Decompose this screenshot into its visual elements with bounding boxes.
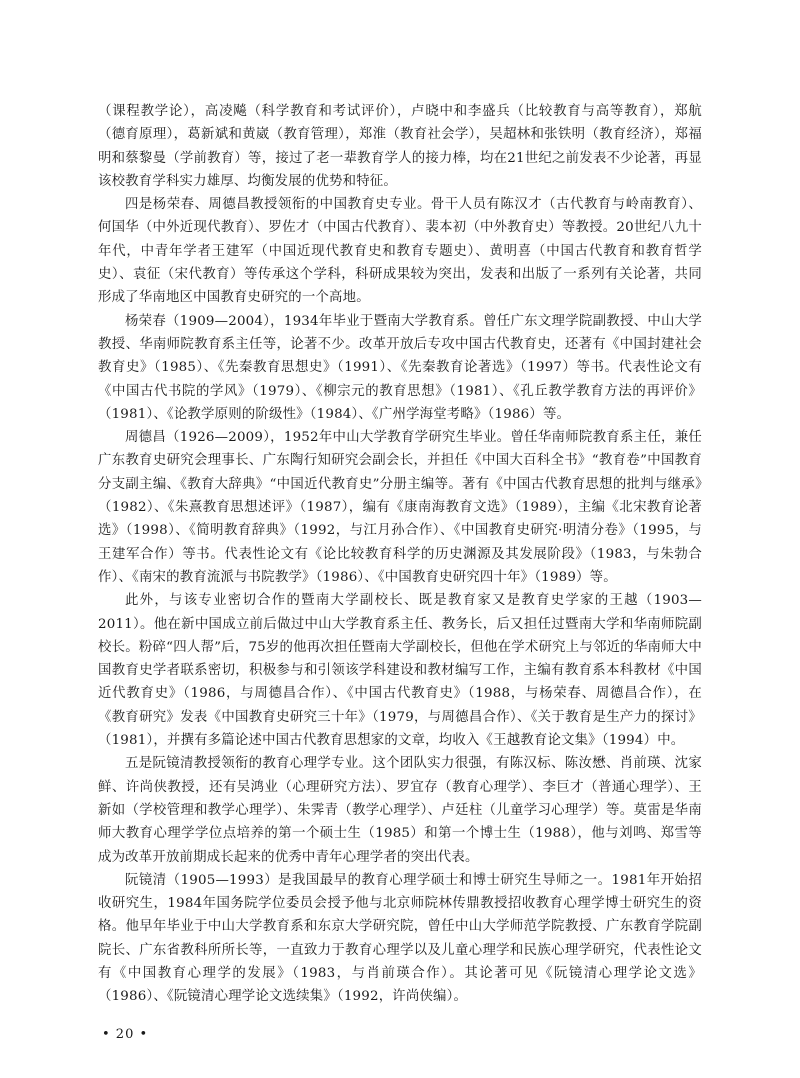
paragraph-yang-rongchun: 杨荣春（1909—2004），1934年毕业于暨南大学教育系。曾任广东文理学院副教授、中山大学教授、华南师院教育系主任等，论著不少。改革开放后专攻中国古代教育史，还著有《中国封建社会教育史》（1985）、《先秦教育思想史》（1991）、《先秦教育论著选》（1997）等书。代表性论文有《中国古代书院的学风》（1979）、《柳宗元的教育思想》（1981）、《孔丘教学教育方法的再评价》（1981）、《论教学原则的阶级性》（1984）、《广州学海堂考略》（1986）等。 [98,313,702,422]
page-number: • 20 • [102,1027,149,1042]
paragraph-ruan-jingqing: 阮镜清（1905—1993）是我国最早的教育心理学硕士和博士研究生导师之一。1981年开始招收研究生，1984年国务院学位委员会授予他与北京师院林传鼎教授招收教育心理学博士研究生的资格。他早年毕业于中山大学教育系和东京大学研究院，曾任中山大学师范学院教授、广东教育学院副院长、广东省教科所所长等，一直致力于教育心理学以及儿童心理学和民族心理学研究，代表性论文有《中国教育心理学的发展》（1983，与肖前瑛合作）。其论著可见《阮镜清心理学论文选》（1986）、《阮镜清心理学论文选续集》（1992，许尚侠编）。 [98,872,702,1005]
paragraph-wang-yue: 此外，与该专业密切合作的暨南大学副校长、既是教育家又是教育史学家的王越（1903—2011）。他在新中国成立前后做过中山大学教育系主任、教务长，后又担任过暨南大学和华南师院副校长。粉碎“四人帮”后，75岁的他再次担任暨南大学副校长，但他在学术研究上与邻近的华南师大中国教育史学者联系密切，积极参与和引领该学科建设和教材编写工作，主编有教育系本科教材《中国近代教育史》（1986，与周德昌合作）、《中国古代教育史》（1988，与杨荣春、周德昌合作），在《教育研究》发表《中国教育史研究三十年》（1979，与周德昌合作）、《关于教育是生产力的探讨》（1981），并撰有多篇论述中国古代教育思想家的文章，均收入《王越教育论文集》（1994）中。 [98,593,702,749]
page-body [98,100,702,1009]
paragraph-educational-psychology-major: 五是阮镜清教授领衔的教育心理学专业。这个团队实力很强，有陈汉标、陈汝懋、肖前瑛、沈家鲜、许尚侠教授，还有吴鸿业（心理研究方法）、罗宜存（教育心理学）、李巨才（普通心理学）、王新如（学校管理和教学心理学）、朱霁青（教学心理学）、卢廷柱（儿童学习心理学）等。莫雷是华南师大教育心理学学位点培养的第一个硕士生（1985）和第一个博士生（1988），他与刘鸣、郑雪等成为改革开放前期成长起来的优秀中青年心理学者的突出代表。 [98,756,702,865]
paragraph-zhou-dechang: 周德昌（1926—2009），1952年中山大学教育学研究生毕业。曾任华南师院教育系主任，兼任广东教育史研究会理事长、广东陶行知研究会副会长，并担任《中国大百科全书》“教育卷”中国教育分支副主编、《教育大辞典》“中国近代教育史”分册主编等。著有《中国古代教育思想的批判与继承》（1982）、《朱熹教育思想述评》（1987），编有《康南海教育文选》（1989），主编《北宋教育论著选》（1998）、《简明教育辞典》（1992，与江月孙合作）、《中国教育史研究·明清分卷》（1995，与王建军合作）等书。代表性论文有《论比较教育科学的历史渊源及其发展阶段》（1983，与朱勃合作）、《南宋的教育流派与书院教学》（1986）、《中国教育史研究四十年》（1989）等。 [98,430,702,585]
paragraph-education-history-major: 四是杨荣春、周德昌教授领衔的中国教育史专业。骨干人员有陈汉才（古代教育与岭南教育）、何国华（中外近现代教育）、罗佐才（中国古代教育）、裴本初（中外教育史）等教授。20世纪八九十年代，中青年学者王建军（中国近现代教育史和教育专题史）、黄明喜（中国古代教育和教育哲学史）、袁征（宋代教育）等传承这个学科，科研成果较为突出，发表和出版了一系列有关论著，共同形成了华南地区中国教育史研究的一个高地。 [98,197,702,306]
paragraph-continuation: （课程教学论），高凌飚（科学教育和考试评价），卢晓中和李盛兵（比较教育与高等教育），郑航（德育原理），葛新斌和黄崴（教育管理），郑淮（教育社会学），吴超林和张铁明（教育经济），郑福明和蔡黎曼（学前教育）等，接过了老一辈教育学人的接力棒，均在21世纪之前发表不少论著，再显该校教育学科实力雄厚、均衡发展的优势和特征。 [98,104,702,189]
